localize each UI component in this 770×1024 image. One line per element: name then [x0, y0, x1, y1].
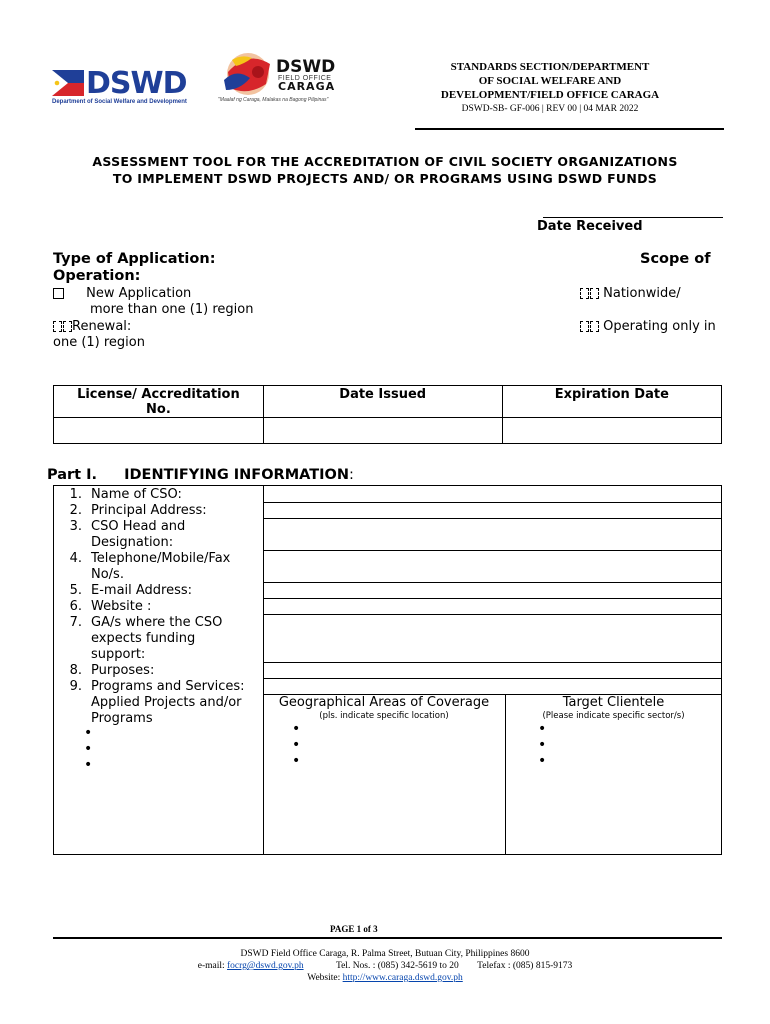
license-table [53, 385, 722, 444]
field-office-caraga-logo [218, 50, 353, 110]
date-issued-header: Date Issued [263, 386, 502, 418]
item-principal-address: 2. Principal Address: [69, 503, 207, 518]
license-no-cell[interactable] [54, 418, 264, 444]
name-of-cso-input[interactable] [264, 486, 721, 502]
item-email: 5. E-mail Address: [69, 583, 193, 598]
nationwide-label: Nationwide/ [603, 286, 681, 301]
type-of-application-label: Type of Application: [53, 251, 216, 267]
more-than-one-region-text: more than one (1) region [90, 302, 254, 317]
target-clientele-sublabel: (Please indicate specific sector/s) [542, 711, 685, 721]
projects-bullet[interactable]: • [84, 757, 93, 773]
purposes-input[interactable] [264, 663, 721, 678]
projects-bullet[interactable]: • [84, 725, 93, 741]
new-application-checkbox[interactable] [53, 288, 64, 299]
operating-only-checkbox-glyph [590, 321, 599, 332]
dswd-logo [52, 66, 192, 108]
caraga-logo-field-office: FIELD OFFICE [278, 75, 332, 82]
identifying-info-table [53, 485, 722, 855]
header-office-block [400, 60, 700, 116]
target-clientele-label: Target Clientele [562, 695, 665, 710]
item-telephone: 4. Telephone/Mobile/Fax No/s. [69, 551, 231, 582]
projects-bullet[interactable]: • [84, 741, 93, 757]
license-table-input-row [54, 418, 722, 444]
part1-label: Part I. [47, 467, 98, 483]
telephone-input[interactable] [264, 551, 721, 582]
website-input[interactable] [264, 599, 721, 614]
geo-bullet[interactable]: • [292, 737, 301, 753]
footer-email-label: e-mail: [197, 961, 225, 971]
footer-email-link[interactable]: focrg@dswd.gov.ph [227, 961, 304, 971]
part1-heading [47, 467, 354, 483]
ph-flag-icon [52, 70, 84, 96]
applied-projects-label: Applied Projects and/or Programs [91, 695, 242, 726]
nationwide-checkbox-glyph [590, 288, 599, 299]
caraga-logo-tagline: "Maalaf ng Caraga, Malakas na Bagong Pilipinas" [218, 97, 329, 103]
ga-funding-input[interactable] [264, 615, 721, 662]
title-line-2: TO IMPLEMENT DSWD PROJECTS AND/ OR PROGRAMS USING DSWD FUNDS [112, 171, 658, 186]
nationwide-option[interactable] [580, 286, 681, 301]
expiration-date-cell[interactable] [502, 418, 721, 444]
operating-only-option[interactable] [580, 319, 716, 334]
one-region-text: one (1) region [53, 335, 145, 350]
page-number: PAGE 1 of 3 [330, 924, 378, 934]
caraga-emblem-icon [218, 50, 278, 96]
item-programs-services: 9. Programs and Services: [69, 679, 245, 694]
title-line-1: ASSESSMENT TOOL FOR THE ACCREDITATION OF CIVIL SOCIETY ORGANIZATIONS [92, 154, 678, 169]
scope-of-label: Scope of [640, 251, 711, 267]
form-code: DSWD-SB- GF-006 | REV 00 | 04 MAR 2022 [461, 104, 639, 114]
renewal-label: Renewal: [72, 319, 132, 334]
date-received-line[interactable] [543, 217, 723, 218]
item-ga-funding: 7. GA/s where the CSO expects funding support: [69, 615, 223, 662]
operation-label: Operation: [53, 268, 141, 284]
item-website: 6. Website : [69, 599, 152, 614]
part1-colon: : [348, 467, 354, 483]
row-line [263, 678, 721, 679]
new-application-option[interactable] [53, 286, 191, 301]
renewal-checkbox[interactable] [53, 321, 62, 332]
date-received-label: Date Received [537, 219, 643, 234]
footer-address: DSWD Field Office Caraga, R. Palma Street, Butuan City, Philippines 8600 [240, 949, 530, 959]
footer-contact-line [150, 960, 620, 972]
footer-tel: Tel. Nos. : (085) 342-5619 to 20 [335, 961, 459, 971]
operating-only-checkbox[interactable] [580, 321, 589, 332]
caraga-logo-word: DSWD [276, 57, 336, 77]
item-purposes: 8. Purposes: [69, 663, 155, 678]
footer-contact [150, 948, 620, 984]
header-line-3: DEVELOPMENT/FIELD OFFICE CARAGA [440, 89, 660, 101]
dswd-logo-word: DSWD [86, 66, 187, 101]
renewal-checkbox-glyph [63, 321, 72, 332]
new-application-label: New Application [86, 286, 192, 301]
item-cso-head: 3. CSO Head and Designation: [69, 519, 186, 550]
caraga-logo-caraga: CARAGA [278, 80, 336, 93]
geo-bullet[interactable]: • [292, 721, 301, 737]
header-line-1: STANDARDS SECTION/DEPARTMENT [450, 61, 650, 73]
part1-title: IDENTIFYING INFORMATION [124, 467, 349, 483]
header-divider [415, 128, 724, 130]
nationwide-checkbox[interactable] [580, 288, 589, 299]
document-title [40, 153, 730, 187]
cso-head-input[interactable] [264, 519, 721, 550]
email-input[interactable] [264, 583, 721, 598]
footer-telefax: Telefax : (085) 815-9173 [477, 961, 573, 971]
footer-divider [53, 937, 722, 939]
footer-website-link[interactable]: http://www.caraga.dswd.gov.ph [342, 973, 463, 983]
item-name-of-cso: 1. Name of CSO: [69, 487, 182, 502]
geo-coverage-label: Geographical Areas of Coverage [278, 695, 490, 710]
license-no-header: License/ Accreditation No. [54, 386, 264, 418]
expiration-date-header: Expiration Date [502, 386, 721, 418]
principal-address-input[interactable] [264, 503, 721, 518]
header-line-2: OF SOCIAL WELFARE AND [478, 75, 622, 87]
renewal-option[interactable] [53, 319, 131, 334]
footer-website-line [150, 972, 620, 984]
geo-bullet[interactable]: • [292, 753, 301, 769]
date-issued-cell[interactable] [263, 418, 502, 444]
dswd-logo-subtitle: Department of Social Welfare and Development [52, 99, 187, 105]
target-bullet[interactable]: • [538, 721, 547, 737]
target-bullet[interactable]: • [538, 753, 547, 769]
license-table-header-row [54, 386, 722, 418]
geo-coverage-sublabel: (pls. indicate specific location) [319, 711, 449, 721]
target-bullet[interactable]: • [538, 737, 547, 753]
operating-only-label: Operating only in [603, 319, 716, 334]
footer-website-label: Website: [307, 973, 341, 983]
